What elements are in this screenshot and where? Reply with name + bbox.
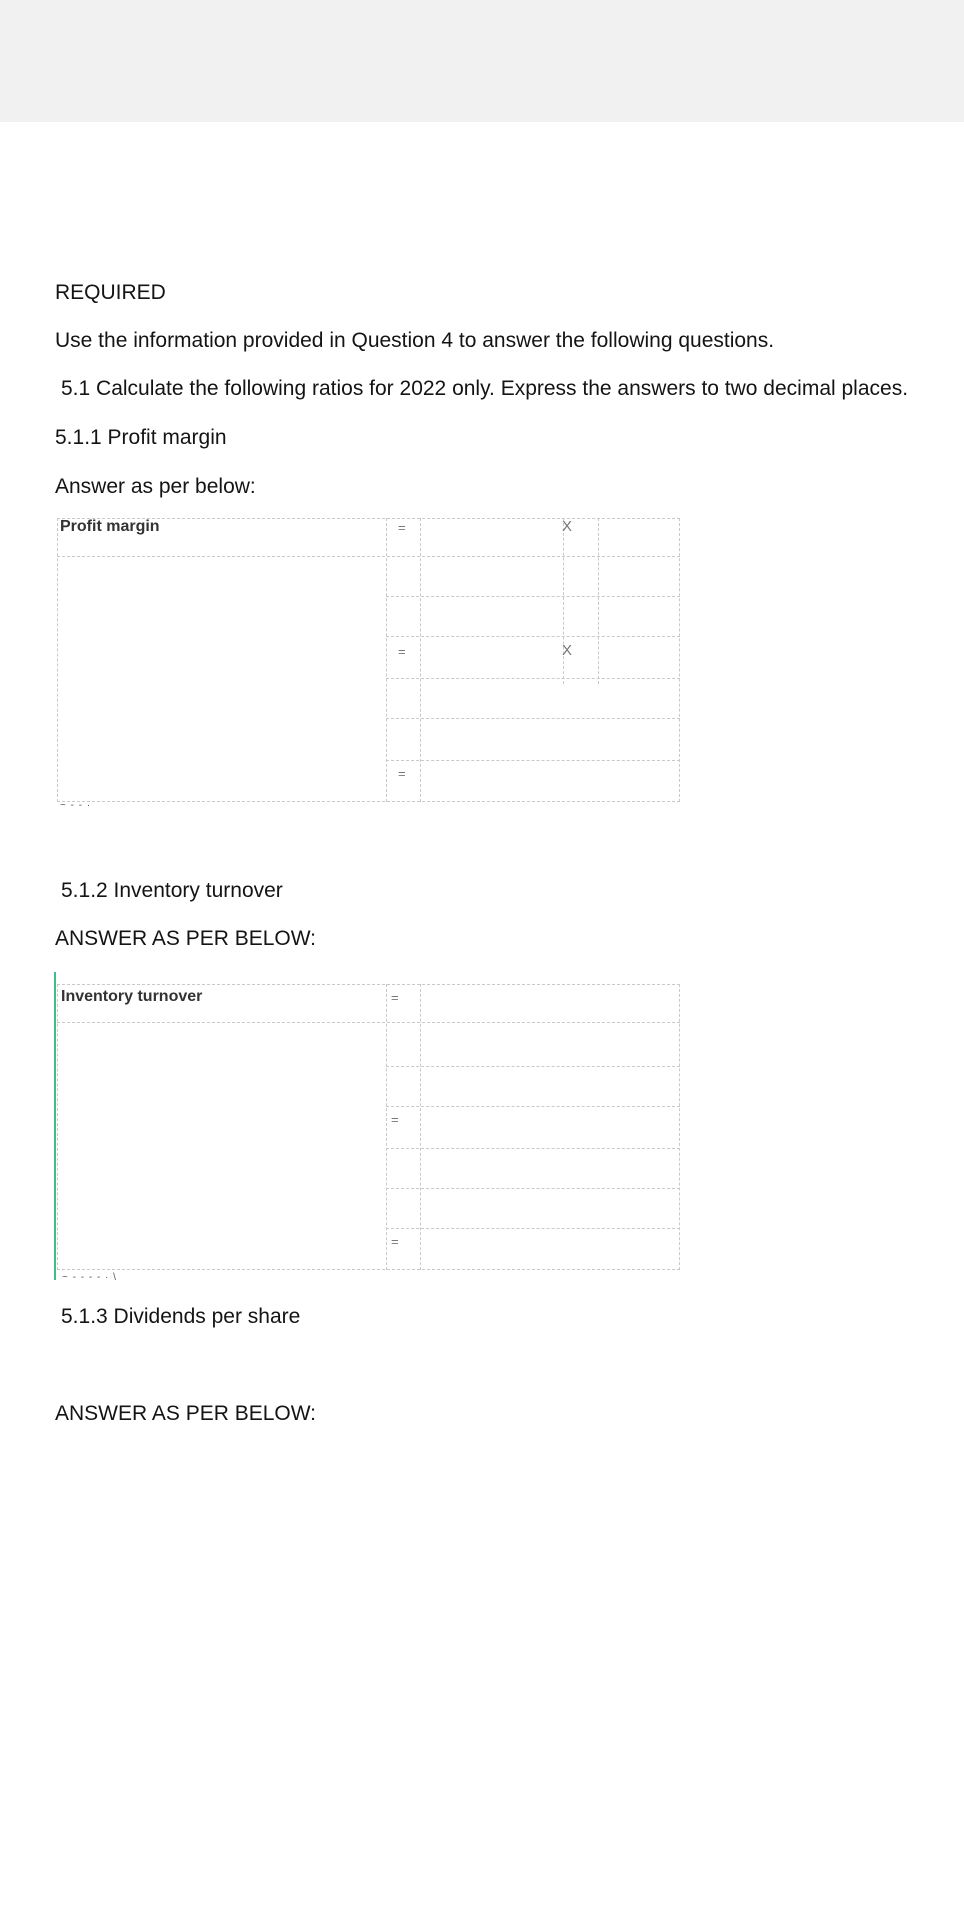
profit-margin-label: Profit margin	[60, 518, 160, 535]
equals-sign: =	[391, 1112, 399, 1127]
cut-off-marks: ~ - - ·	[60, 800, 92, 811]
equals-sign: =	[391, 990, 399, 1005]
question-5-1-1: 5.1.1 Profit margin	[55, 426, 227, 449]
table2-left-accent	[54, 972, 56, 1280]
equals-sign: =	[391, 1234, 399, 1249]
question-5-1: 5.1 Calculate the following ratios for 2022 only. Express the answers to two decimal places.	[61, 377, 909, 400]
cut-off-marks: ~ - - - - · \	[62, 1272, 117, 1283]
inventory-turnover-label: Inventory turnover	[61, 988, 203, 1005]
question-5-1-3: 5.1.3 Dividends per share	[61, 1305, 301, 1328]
answer-prompt-2: ANSWER AS PER BELOW:	[55, 927, 317, 950]
top-bar	[0, 0, 964, 122]
equals-sign: =	[398, 520, 406, 535]
multiply-sign: X	[562, 518, 573, 535]
multiply-sign: X	[562, 642, 573, 659]
equals-sign: =	[398, 644, 406, 659]
equals-sign: =	[398, 766, 406, 781]
answer-prompt-3: ANSWER AS PER BELOW:	[55, 1402, 317, 1425]
heading-required: REQUIRED	[55, 281, 166, 304]
question-5-1-2: 5.1.2 Inventory turnover	[61, 879, 283, 902]
instruction-text: Use the information provided in Question 4 to answer the following questions.	[55, 329, 775, 352]
answer-prompt-1: Answer as per below:	[55, 475, 256, 498]
